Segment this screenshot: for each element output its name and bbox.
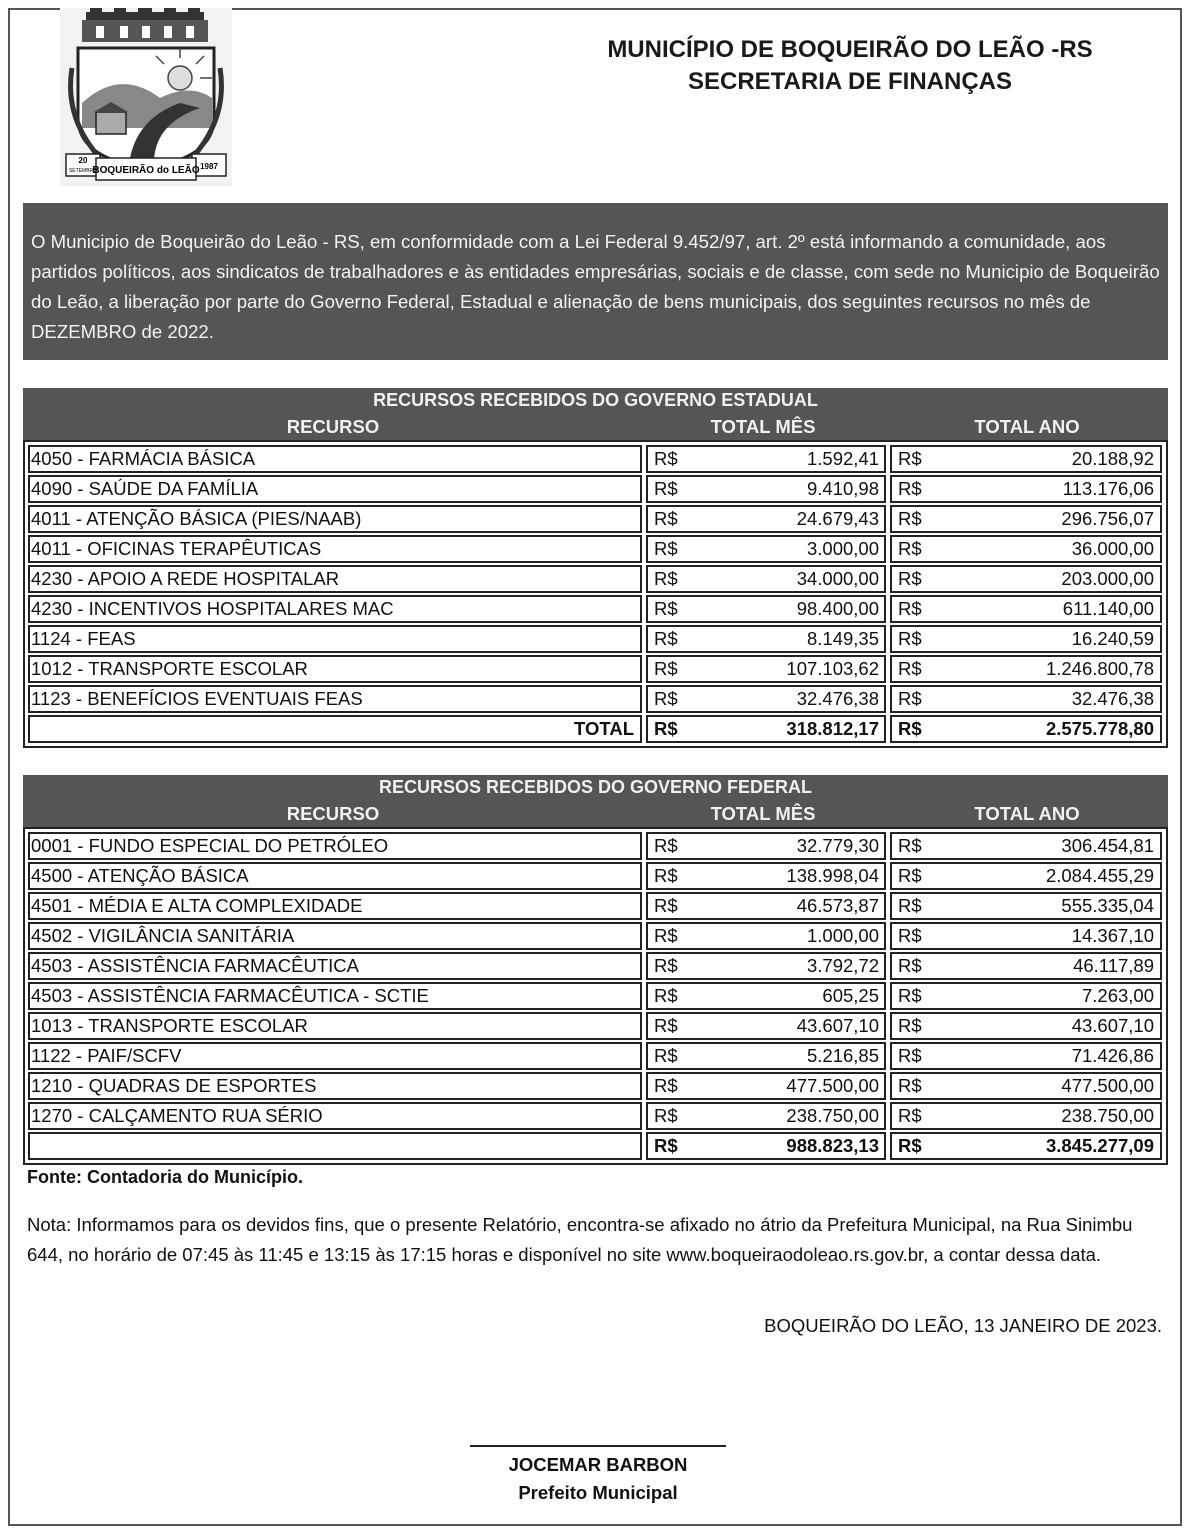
total-year-value: 16.240,59 bbox=[1071, 628, 1154, 649]
total-month-cell bbox=[646, 475, 886, 503]
total-month-cell bbox=[646, 1132, 886, 1160]
currency-symbol: R$ bbox=[654, 955, 678, 976]
total-year-cell bbox=[890, 535, 1162, 563]
currency-symbol: R$ bbox=[898, 865, 922, 886]
table-row bbox=[28, 444, 1163, 474]
coat-of-arms-icon bbox=[60, 8, 232, 186]
resource-name-cell: 4503 - ASSISTÊNCIA FARMACÊUTICA bbox=[28, 952, 642, 980]
table-row bbox=[28, 1011, 1163, 1041]
currency-symbol: R$ bbox=[654, 478, 678, 499]
table-row bbox=[28, 1071, 1163, 1101]
state-col-total-mes: TOTAL MÊS bbox=[710, 416, 816, 437]
total-month-cell bbox=[646, 685, 886, 713]
currency-symbol: R$ bbox=[898, 1105, 922, 1126]
resource-name-cell: 4501 - MÉDIA E ALTA COMPLEXIDADE bbox=[28, 892, 642, 920]
total-year-cell bbox=[890, 475, 1162, 503]
total-year-cell bbox=[890, 565, 1162, 593]
table-row bbox=[28, 684, 1163, 714]
currency-symbol: R$ bbox=[654, 538, 678, 559]
federal-col-recurso: RECURSO bbox=[286, 803, 380, 824]
currency-symbol: R$ bbox=[654, 865, 678, 886]
total-month-cell bbox=[646, 862, 886, 890]
municipal-coat-of-arms-logo bbox=[60, 8, 232, 186]
resource-name-cell: 4502 - VIGILÂNCIA SANITÁRIA bbox=[28, 922, 642, 950]
total-month-value: 1.000,00 bbox=[806, 925, 879, 946]
currency-symbol: R$ bbox=[898, 448, 922, 469]
total-month-cell bbox=[646, 595, 886, 623]
total-month-value: 32.476,38 bbox=[796, 688, 879, 709]
document-date: BOQUEIRÃO DO LEÃO, 13 JANEIRO DE 2023. bbox=[764, 1315, 1162, 1336]
table-row bbox=[28, 891, 1163, 921]
intro-paragraph: O Municipio de Boqueirão do Leão - RS, em conformidade com a Lei Federal 9.452/97, art. 2º está informando a comunidade, aos partidos políticos, aos sindicatos de trabalhadores e às entidades empresárias, sociais e de classe, com sede no Municipio de Boqueirão do Leão, a liberação por parte do Governo Federal, Estadual e alienação de bens municipais, dos seguintes recursos no mês de DEZEMBRO de 2022. bbox=[23, 203, 1168, 360]
total-month-value: 605,25 bbox=[822, 985, 879, 1006]
logo-day-text: 20 bbox=[78, 156, 88, 165]
total-year-value: 203.000,00 bbox=[1061, 568, 1154, 589]
total-month-cell bbox=[646, 535, 886, 563]
total-year-cell bbox=[890, 595, 1162, 623]
total-year-value: 477.500,00 bbox=[1061, 1075, 1154, 1096]
total-month-cell bbox=[646, 1072, 886, 1100]
total-year-cell bbox=[890, 1072, 1162, 1100]
total-month-value: 5.216,85 bbox=[806, 1045, 879, 1066]
total-month-value: 8.149,35 bbox=[806, 628, 879, 649]
table-row bbox=[28, 951, 1163, 981]
total-month-value: 43.607,10 bbox=[796, 1015, 879, 1036]
total-year-value: 71.426,86 bbox=[1071, 1045, 1154, 1066]
currency-symbol: R$ bbox=[654, 628, 678, 649]
total-month-cell bbox=[646, 505, 886, 533]
currency-symbol: R$ bbox=[898, 925, 922, 946]
total-year-value: 611.140,00 bbox=[1062, 598, 1154, 619]
table-row bbox=[28, 1101, 1163, 1131]
total-year-value: 7.263,00 bbox=[1081, 985, 1154, 1006]
total-month-cell bbox=[646, 1102, 886, 1130]
table-total-row bbox=[28, 714, 1163, 744]
resource-name-cell: 1124 - FEAS bbox=[28, 625, 642, 653]
resource-name-cell: 4011 - OFICINAS TERAPÊUTICAS bbox=[28, 535, 642, 563]
total-year-value: 20.188,92 bbox=[1071, 448, 1154, 469]
total-year-cell bbox=[890, 445, 1162, 473]
total-month-cell bbox=[646, 982, 886, 1010]
currency-symbol: R$ bbox=[898, 538, 922, 559]
total-year-cell bbox=[890, 625, 1162, 653]
federal-col-total-mes: TOTAL MÊS bbox=[710, 803, 816, 824]
total-month-value: 138.998,04 bbox=[786, 865, 879, 886]
total-month-value: 3.000,00 bbox=[806, 538, 879, 559]
total-month-cell bbox=[646, 892, 886, 920]
total-year-cell bbox=[890, 1012, 1162, 1040]
municipality-title: MUNICÍPIO DE BOQUEIRÃO DO LEÃO -RS bbox=[607, 36, 1093, 63]
total-year-cell bbox=[890, 982, 1162, 1010]
total-month-value: 32.779,30 bbox=[796, 835, 879, 856]
total-year-cell bbox=[890, 952, 1162, 980]
currency-symbol: R$ bbox=[898, 1075, 922, 1096]
total-year-value: 113.176,06 bbox=[1062, 478, 1154, 499]
logo-year-text: 1987 bbox=[200, 162, 218, 171]
total-year-value: 46.117,89 bbox=[1073, 955, 1154, 976]
resource-name-cell: 0001 - FUNDO ESPECIAL DO PETRÓLEO bbox=[28, 832, 642, 860]
currency-symbol: R$ bbox=[654, 1075, 678, 1096]
department-title: SECRETARIA DE FINANÇAS bbox=[687, 68, 1012, 95]
table-row bbox=[28, 504, 1163, 534]
state-col-recurso: RECURSO bbox=[286, 416, 380, 437]
logo-month-text: SETEMBRO bbox=[68, 168, 98, 174]
total-month-value: 107.103,62 bbox=[786, 658, 879, 679]
table-row bbox=[28, 564, 1163, 594]
total-month-cell bbox=[646, 1012, 886, 1040]
currency-symbol: R$ bbox=[654, 925, 678, 946]
currency-symbol: R$ bbox=[898, 718, 922, 739]
currency-symbol: R$ bbox=[654, 1105, 678, 1126]
currency-symbol: R$ bbox=[898, 688, 922, 709]
currency-symbol: R$ bbox=[654, 985, 678, 1006]
currency-symbol: R$ bbox=[898, 835, 922, 856]
total-month-value: 98.400,00 bbox=[796, 598, 879, 619]
total-year-value: 555.335,04 bbox=[1061, 895, 1154, 916]
resource-name-cell: 1013 - TRANSPORTE ESCOLAR bbox=[28, 1012, 642, 1040]
total-year-cell bbox=[890, 1132, 1162, 1160]
total-month-value: 3.792,72 bbox=[806, 955, 879, 976]
currency-symbol: R$ bbox=[654, 835, 678, 856]
currency-symbol: R$ bbox=[654, 688, 678, 709]
currency-symbol: R$ bbox=[898, 508, 922, 529]
total-year-cell bbox=[890, 685, 1162, 713]
total-year-cell bbox=[890, 832, 1162, 860]
total-month-cell bbox=[646, 565, 886, 593]
total-year-value: 238.750,00 bbox=[1061, 1105, 1154, 1126]
signatory-name: JOCEMAR BARBON bbox=[508, 1454, 688, 1475]
currency-symbol: R$ bbox=[898, 985, 922, 1006]
currency-symbol: R$ bbox=[654, 448, 678, 469]
total-year-value: 1.246.800,78 bbox=[1045, 658, 1154, 679]
currency-symbol: R$ bbox=[654, 658, 678, 679]
table-row bbox=[28, 624, 1163, 654]
total-month-value: 34.000,00 bbox=[796, 568, 879, 589]
table-row bbox=[28, 861, 1163, 891]
resource-name-cell: 4090 - SAÚDE DA FAMÍLIA bbox=[28, 475, 642, 503]
resource-name-cell: 1122 - PAIF/SCFV bbox=[28, 1042, 642, 1070]
currency-symbol: R$ bbox=[898, 1135, 922, 1156]
federal-col-total-ano: TOTAL ANO bbox=[974, 803, 1080, 824]
total-year-cell bbox=[890, 922, 1162, 950]
total-year-value: 36.000,00 bbox=[1071, 538, 1154, 559]
currency-symbol: R$ bbox=[898, 628, 922, 649]
total-year-value: 43.607,10 bbox=[1071, 1015, 1154, 1036]
table-row bbox=[28, 534, 1163, 564]
resource-name-cell: 4230 - APOIO A REDE HOSPITALAR bbox=[28, 565, 642, 593]
total-year-cell bbox=[890, 655, 1162, 683]
resource-name-cell: 4011 - ATENÇÃO BÁSICA (PIES/NAAB) bbox=[28, 505, 642, 533]
resource-name-cell: 4230 - INCENTIVOS HOSPITALARES MAC bbox=[28, 595, 642, 623]
resource-name-cell: 1012 - TRANSPORTE ESCOLAR bbox=[28, 655, 642, 683]
currency-symbol: R$ bbox=[898, 478, 922, 499]
total-month-value: 1.592,41 bbox=[806, 448, 879, 469]
total-year-cell bbox=[890, 892, 1162, 920]
resource-name-cell: 4500 - ATENÇÃO BÁSICA bbox=[28, 862, 642, 890]
resource-name-cell: 1270 - CALÇAMENTO RUA SÉRIO bbox=[28, 1102, 642, 1130]
resource-name-cell: 4503 - ASSISTÊNCIA FARMACÊUTICA - SCTIE bbox=[28, 982, 642, 1010]
total-year-cell bbox=[890, 505, 1162, 533]
total-year-value: 2.575.778,80 bbox=[1045, 718, 1154, 739]
table-row bbox=[28, 921, 1163, 951]
total-year-cell bbox=[890, 1042, 1162, 1070]
total-year-value: 14.367,10 bbox=[1071, 925, 1154, 946]
table-row bbox=[28, 831, 1163, 861]
source-note: Fonte: Contadoria do Município. bbox=[27, 1167, 303, 1187]
federal-table-title: RECURSOS RECEBIDOS DO GOVERNO FEDERAL bbox=[378, 777, 813, 797]
currency-symbol: R$ bbox=[654, 598, 678, 619]
state-resources-table bbox=[23, 440, 1168, 748]
total-month-cell bbox=[646, 445, 886, 473]
resource-name-cell: 4050 - FARMÁCIA BÁSICA bbox=[28, 445, 642, 473]
total-year-value: 306.454,81 bbox=[1061, 835, 1154, 856]
currency-symbol: R$ bbox=[654, 1015, 678, 1036]
currency-symbol: R$ bbox=[654, 1135, 678, 1156]
table-row bbox=[28, 654, 1163, 684]
total-month-cell bbox=[646, 832, 886, 860]
total-year-value: 2.084.455,29 bbox=[1045, 865, 1154, 886]
total-month-cell bbox=[646, 1042, 886, 1070]
state-resources-section bbox=[23, 388, 1168, 748]
total-year-value: 296.756,07 bbox=[1061, 508, 1154, 529]
total-year-value: 32.476,38 bbox=[1071, 688, 1154, 709]
currency-symbol: R$ bbox=[898, 658, 922, 679]
logo-banner-text: BOQUEIRÃO do LEÃO bbox=[92, 165, 200, 176]
total-month-value: 24.679,43 bbox=[796, 508, 879, 529]
table-row bbox=[28, 594, 1163, 624]
state-table-header bbox=[23, 388, 1168, 440]
resource-name-cell: 1210 - QUADRAS DE ESPORTES bbox=[28, 1072, 642, 1100]
currency-symbol: R$ bbox=[654, 568, 678, 589]
signature-line bbox=[470, 1445, 726, 1447]
total-month-value: 318.812,17 bbox=[786, 718, 879, 739]
total-label-cell bbox=[28, 1132, 642, 1160]
currency-symbol: R$ bbox=[654, 718, 678, 739]
total-year-value: 3.845.277,09 bbox=[1045, 1135, 1154, 1156]
table-row bbox=[28, 981, 1163, 1011]
total-year-cell bbox=[890, 715, 1162, 743]
total-month-cell bbox=[646, 655, 886, 683]
table-row bbox=[28, 1041, 1163, 1071]
currency-symbol: R$ bbox=[898, 895, 922, 916]
currency-symbol: R$ bbox=[898, 955, 922, 976]
total-month-value: 238.750,00 bbox=[786, 1105, 879, 1126]
table-total-row bbox=[28, 1131, 1163, 1161]
resource-name-cell: 1123 - BENEFÍCIOS EVENTUAIS FEAS bbox=[28, 685, 642, 713]
federal-resources-table bbox=[23, 827, 1168, 1165]
total-month-value: 46.573,87 bbox=[796, 895, 879, 916]
currency-symbol: R$ bbox=[898, 1045, 922, 1066]
total-year-cell bbox=[890, 862, 1162, 890]
currency-symbol: R$ bbox=[654, 508, 678, 529]
federal-table-header bbox=[23, 775, 1168, 827]
total-month-cell bbox=[646, 625, 886, 653]
total-month-value: 988.823,13 bbox=[786, 1135, 879, 1156]
currency-symbol: R$ bbox=[898, 1015, 922, 1036]
currency-symbol: R$ bbox=[654, 895, 678, 916]
total-year-cell bbox=[890, 1102, 1162, 1130]
disclosure-note: Nota: Informamos para os devidos fins, que o presente Relatório, encontra-se afixado no átrio da Prefeitura Municipal, na Rua Sinimbu 644, no horário de 07:45 às 11:45 e 13:15 às 17:15 horas e disponível no site www.boqueiraodoleao.rs.gov.br, a contar dessa data. bbox=[27, 1214, 1133, 1265]
total-month-cell bbox=[646, 952, 886, 980]
state-col-total-ano: TOTAL ANO bbox=[974, 416, 1080, 437]
total-label-cell: TOTAL bbox=[28, 715, 642, 743]
currency-symbol: R$ bbox=[898, 568, 922, 589]
currency-symbol: R$ bbox=[898, 598, 922, 619]
total-month-value: 9.410,98 bbox=[806, 478, 879, 499]
federal-resources-section bbox=[23, 775, 1168, 1165]
signatory-role: Prefeito Municipal bbox=[518, 1482, 678, 1503]
total-month-value: 477.500,00 bbox=[786, 1075, 879, 1096]
page-title bbox=[540, 34, 1160, 98]
currency-symbol: R$ bbox=[654, 1045, 678, 1066]
table-row bbox=[28, 474, 1163, 504]
state-table-title: RECURSOS RECEBIDOS DO GOVERNO ESTADUAL bbox=[373, 390, 818, 410]
total-month-cell bbox=[646, 922, 886, 950]
total-month-cell bbox=[646, 715, 886, 743]
